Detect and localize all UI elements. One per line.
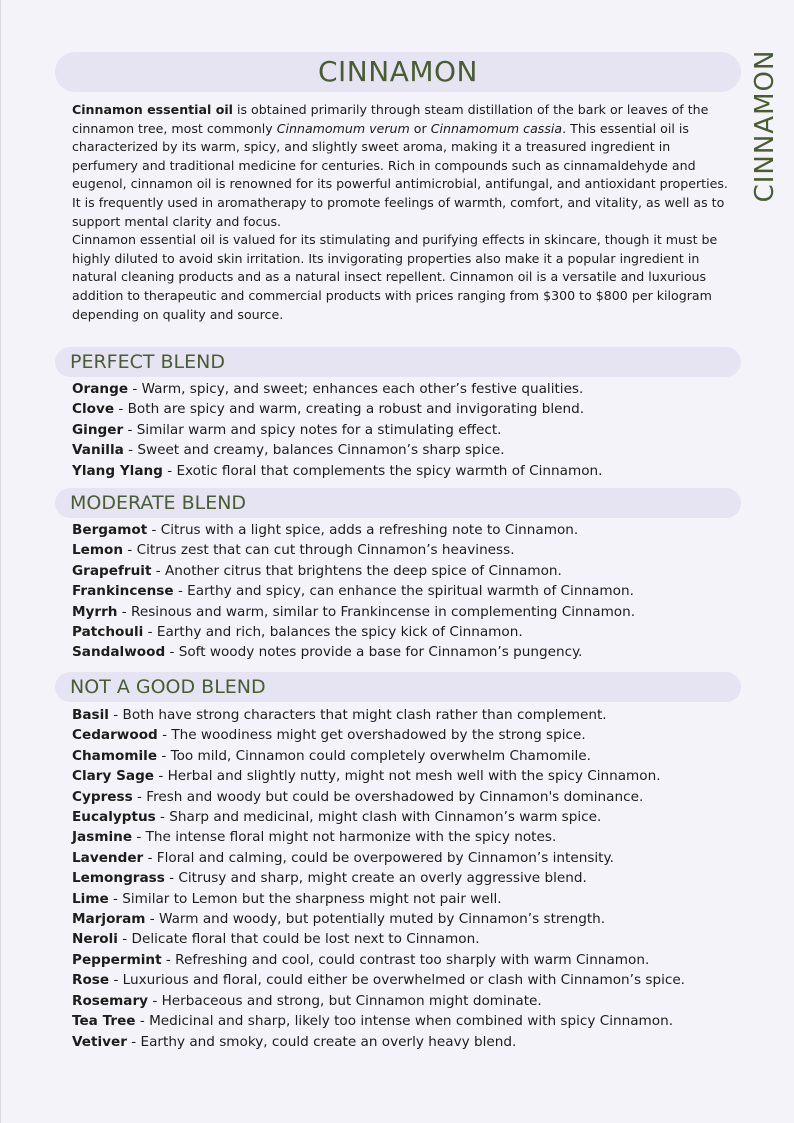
oil-name: Neroli xyxy=(72,931,118,948)
list-item xyxy=(72,705,752,725)
perfect-blend-list xyxy=(72,379,752,481)
list-item xyxy=(72,520,752,540)
oil-name: Patchouli xyxy=(72,624,144,641)
side-title xyxy=(749,48,781,204)
oil-description: - Citrusy and sharp, might create an overly aggressive blend. xyxy=(164,870,587,887)
oil-description: - Soft woody notes provide a base for Cinnamon’s pungency. xyxy=(165,644,583,661)
oil-description: - Too mild, Cinnamon could completely overwhelm Chamomile. xyxy=(157,747,591,764)
intro-lead: Cinnamon essential oil xyxy=(72,102,233,117)
list-item xyxy=(72,622,752,642)
list-item xyxy=(72,889,752,909)
list-item xyxy=(72,766,752,786)
oil-description: - Fresh and woody but could be overshadowed by Cinnamon's dominance. xyxy=(132,788,644,805)
oil-description: - Delicate floral that could be lost next to Cinnamon. xyxy=(117,931,480,948)
oil-name: Rose xyxy=(72,972,110,989)
list-item xyxy=(72,868,752,888)
oil-name: Grapefruit xyxy=(72,562,152,579)
oil-description: - The intense floral might not harmonize with the spicy notes. xyxy=(132,829,557,846)
list-item xyxy=(72,440,752,460)
oil-description: - Warm, spicy, and sweet; enhances each other’s festive qualities. xyxy=(128,381,584,397)
oil-description: - Earthy and smoky, could create an overly heavy blend. xyxy=(126,1033,517,1050)
oil-name: Lemon xyxy=(72,542,124,559)
list-item xyxy=(72,725,752,745)
side-title-text: CINNAMON xyxy=(750,49,780,203)
oil-description: - Similar to Lemon but the sharpness might not pair well. xyxy=(108,890,502,907)
list-item xyxy=(72,581,752,601)
oil-name: Marjoram xyxy=(72,911,146,928)
section-title: MODERATE BLEND xyxy=(70,492,247,514)
oil-description: - Medicinal and sharp, likely too intense when combined with spicy Cinnamon. xyxy=(135,1013,674,1030)
oil-description: - Earthy and rich, balances the spicy kick of Cinnamon. xyxy=(143,624,523,641)
oil-name: Rosemary xyxy=(72,992,149,1009)
list-item xyxy=(72,540,752,560)
oil-description: - Resinous and warm, similar to Frankincense in complementing Cinnamon. xyxy=(117,603,636,620)
oil-name: Ylang Ylang xyxy=(72,462,163,479)
moderate-blend-list xyxy=(72,520,752,663)
section-header-moderate-blend xyxy=(55,488,741,518)
list-item xyxy=(72,929,752,949)
list-item xyxy=(72,1032,752,1052)
oil-description: - Herbal and slightly nutty, might not mesh well with the spicy Cinnamon. xyxy=(154,768,661,785)
oil-name: Bergamot xyxy=(72,522,148,538)
oil-description: - Citrus with a light spice, adds a refreshing note to Cinnamon. xyxy=(147,522,579,538)
oil-name: Jasmine xyxy=(72,829,133,846)
oil-name: Myrrh xyxy=(72,603,118,620)
oil-name: Lemongrass xyxy=(72,870,165,887)
oil-name: Clove xyxy=(72,401,115,418)
oil-description: - Citrus zest that can cut through Cinnamon’s heaviness. xyxy=(123,542,515,559)
oil-description: - Both are spicy and warm, creating a robust and invigorating blend. xyxy=(114,401,585,418)
oil-description: - The woodiness might get overshadowed by the strong spice. xyxy=(157,727,586,744)
oil-name: Lime xyxy=(72,890,109,907)
list-item xyxy=(72,787,752,807)
oil-name: Peppermint xyxy=(72,951,162,968)
list-item xyxy=(72,950,752,970)
oil-description: - Earthy and spicy, can enhance the spiritual warmth of Cinnamon. xyxy=(173,583,634,600)
section-title: NOT A GOOD BLEND xyxy=(70,676,266,698)
list-item xyxy=(72,827,752,847)
oil-description: - Luxurious and floral, could either be overwhelmed or clash with Cinnamon’s spice. xyxy=(109,972,686,989)
list-item xyxy=(72,379,752,399)
oil-description: - Refreshing and cool, could contrast too sharply with warm Cinnamon. xyxy=(161,951,650,968)
species-name: Cinnamomum cassia xyxy=(430,120,563,136)
oil-description: - Floral and calming, could be overpowered by Cinnamon’s intensity. xyxy=(143,849,614,866)
oil-name: Basil xyxy=(72,707,109,723)
list-item xyxy=(72,642,752,662)
oil-name: Vetiver xyxy=(72,1033,127,1050)
oil-name: Cypress xyxy=(72,788,133,805)
section-header-not-a-good-blend xyxy=(55,672,741,702)
list-item xyxy=(72,602,752,622)
list-item xyxy=(72,1011,752,1031)
oil-description: - Warm and woody, but potentially muted by Cinnamon’s strength. xyxy=(145,911,606,928)
page-title: CINNAMON xyxy=(318,55,478,88)
species-name: Cinnamomum verum xyxy=(276,120,410,136)
oil-name: Eucalyptus xyxy=(72,809,156,826)
oil-description: - Herbaceous and strong, but Cinnamon might dominate. xyxy=(148,992,542,1009)
oil-description: - Both have strong characters that might clash rather than complement. xyxy=(108,707,607,723)
oil-name: Orange xyxy=(72,381,129,397)
oil-description: - Sharp and medicinal, might clash with Cinnamon’s warm spice. xyxy=(155,809,602,826)
oil-name: Chamomile xyxy=(72,747,158,764)
list-item xyxy=(72,807,752,827)
list-item xyxy=(72,561,752,581)
oil-name: Tea Tree xyxy=(72,1013,136,1030)
intro-paragraph-2: Cinnamon essential oil is valued for its stimulating and purifying effects in skincare, though it must be highly diluted to avoid skin irritation. Its invigorating properties also make it a popular ingredient in natural cleaning products and as a natural insect repellent. Cinnamon oil is a versatile and luxurious addition to therapeutic and commercial products with prices ranging from $300 to $800 per kilogram depending on quality and source. xyxy=(72,232,718,322)
intro-text xyxy=(72,101,734,324)
oil-name: Frankincense xyxy=(72,583,174,600)
oil-description: - Exotic floral that complements the spicy warmth of Cinnamon. xyxy=(162,462,603,479)
section-title: PERFECT BLEND xyxy=(70,351,225,373)
list-item xyxy=(72,991,752,1011)
list-item xyxy=(72,420,752,440)
oil-description: - Another citrus that brightens the deep spice of Cinnamon. xyxy=(151,562,562,579)
oil-name: Ginger xyxy=(72,421,124,438)
oil-description: - Sweet and creamy, balances Cinnamon’s sharp spice. xyxy=(123,442,505,459)
oil-name: Vanilla xyxy=(72,442,124,459)
list-item xyxy=(72,746,752,766)
list-item xyxy=(72,909,752,929)
oil-name: Sandalwood xyxy=(72,644,166,661)
section-header-perfect-blend xyxy=(55,347,741,377)
list-item xyxy=(72,848,752,868)
intro-paragraph-1: Cinnamon essential oil is obtained primarily through steam distillation of the bark or leaves of the cinnamon tree, most commonly Cinnamomum verum or Cinnamomum cassia. This essential oil is characterized by its warm, spicy, and slightly sweet aroma, making it a treasured ingredient in perfumery and traditional medicine for centuries. Rich in compounds such as cinnamaldehyde and eugenol, cinnamon oil is renowned for its powerful antimicrobial, antifungal, and antioxidant properties. It is frequently used in aromatherapy to promote feelings of warmth, comfort, and vitality, as well as to support mental clarity and focus. xyxy=(72,102,728,229)
oil-description: - Similar warm and spicy notes for a stimulating effect. xyxy=(123,421,502,438)
list-item xyxy=(72,399,752,419)
oil-name: Lavender xyxy=(72,849,144,866)
title-banner xyxy=(55,52,741,92)
oil-name: Clary Sage xyxy=(72,768,155,785)
list-item xyxy=(72,461,752,481)
oil-name: Cedarwood xyxy=(72,727,158,744)
list-item xyxy=(72,970,752,990)
not-a-good-blend-list xyxy=(72,705,752,1052)
